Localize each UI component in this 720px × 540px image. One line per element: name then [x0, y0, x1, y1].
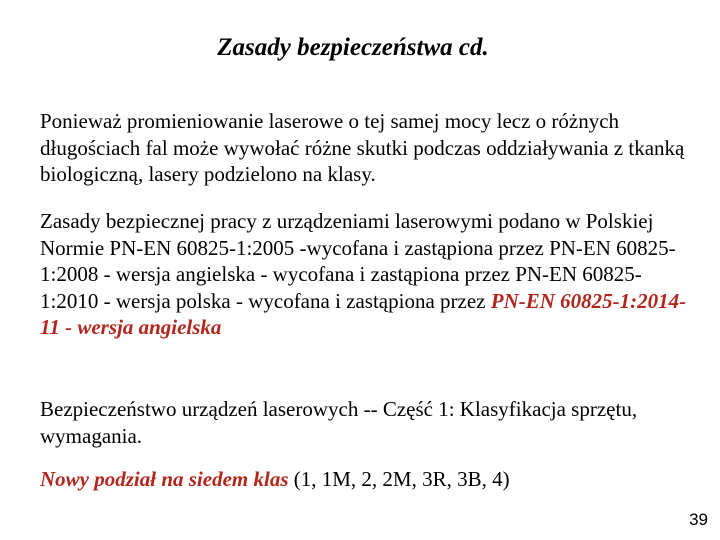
class-list: (1, 1M, 2, 2M, 3R, 3B, 4) — [288, 467, 510, 491]
new-classes-highlight: Nowy podział na siedem klas — [40, 467, 289, 491]
paragraph-new-classes — [40, 466, 690, 493]
slide-title: Zasady bezpieczeństwa cd. — [217, 34, 489, 61]
paragraph-laser-classes: Ponieważ promieniowanie laserowe o tej samej mocy lecz o różnych długościach fal może wywołać różne skutki podczas oddziaływania z tkanką biologiczną, lasery podzielono na klasy. — [40, 109, 685, 186]
current-standard-highlight: PN-EN 60825-1:2014-11 - wersja angielska — [40, 288, 687, 339]
paragraph-standard-title: Bezpieczeństwo urządzeń laserowych -- Część 1: Klasyfikacja sprzętu, wymagania. — [40, 397, 638, 448]
standards-text: Zasady bezpiecznej pracy z urządzeniami laserowymi podano w Polskiej Normie PN-EN 60825-1:2005 -wycofana i zastąpiona przez PN-EN 60825-1:2008 - wersja angielska - wycofana i zastąpiona przez PN-EN 60825-1:2010 - wersja polska - wycofana i zastąpiona przez — [40, 209, 676, 313]
paragraph-standards — [40, 208, 690, 341]
page-number: 39 — [689, 510, 708, 529]
